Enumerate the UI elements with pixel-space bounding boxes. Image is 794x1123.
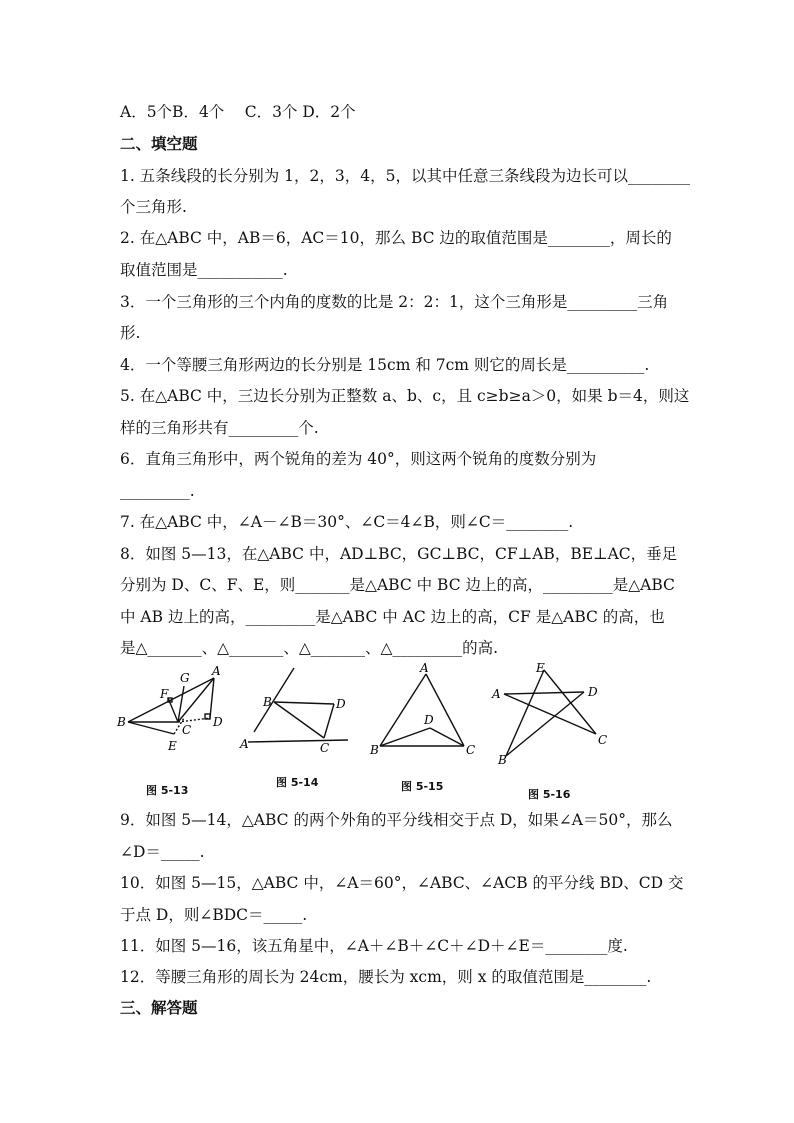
question-5-line-2: 样的三角形共有_________个. — [120, 419, 319, 437]
fig14-label-B: B — [263, 695, 272, 709]
question-5-line-1: 5. 在△ABC 中，三边长分别为正整数 a、b、c，且 c≥b≥a＞0，如果 b＝4，则这 — [120, 387, 690, 405]
question-2-line-2: 取值范围是___________. — [120, 261, 288, 279]
fig16-label-E: E — [536, 661, 545, 675]
fig14-label-C: C — [320, 741, 330, 755]
fig14-label-A: A — [240, 737, 249, 751]
question-1-line-1: 1. 五条线段的长分别为 1，2，3，4，5，以其中任意三条线段为边长可以________ — [120, 167, 690, 185]
fig13-label-B: B — [117, 715, 126, 729]
figure-5-16 — [488, 660, 618, 770]
question-7: 7. 在△ABC 中，∠A－∠B＝30°、∠C＝4∠B，则∠C＝________. — [120, 513, 574, 531]
question-8-line-1: 8．如图 5—13，在△ABC 中，AD⊥BC，GC⊥BC，CF⊥AB，BE⊥AC，垂足 — [120, 545, 678, 563]
fig15-label-B: B — [370, 743, 379, 757]
fig13-label-F: F — [160, 687, 169, 701]
figure-5-14-caption: 图 5-14 — [276, 776, 319, 789]
question-12: 12．等腰三角形的周长为 24cm，腰长为 xcm，则 x 的取值范围是________. — [120, 968, 652, 986]
fig13-label-A: A — [212, 664, 221, 678]
question-3-line-1: 3．一个三角形的三个内角的度数的比是 2：2：1，这个三角形是_________三角 — [120, 293, 669, 311]
fig15-label-D: D — [424, 713, 434, 727]
question-4: 4．一个等腰三角形两边的长分别是 15cm 和 7cm 则它的周长是__________. — [120, 356, 650, 374]
question-8-line-2: 分别为 D、C、F、E，则_______是△ABC 中 BC 边上的高，_________是△ABC — [120, 576, 675, 594]
fig16-label-A: A — [492, 687, 501, 701]
question-6-line-1: 6．直角三角形中，两个锐角的差为 40°，则这两个锐角的度数分别为 — [120, 450, 597, 468]
question-2-line-1: 2. 在△ABC 中，AB＝6，AC＝10，那么 BC 边的取值范围是________，周长的 — [120, 229, 672, 247]
fig13-label-D: D — [213, 715, 223, 729]
question-9-line-2: ∠D＝_____. — [120, 843, 205, 861]
figure-5-16-caption: 图 5-16 — [528, 788, 571, 801]
figure-5-15-caption: 图 5-15 — [401, 780, 444, 793]
figure-5-15 — [366, 660, 486, 770]
fig16-label-B: B — [498, 753, 507, 767]
question-3-line-2: 形. — [120, 324, 141, 342]
fig14-label-D: D — [336, 697, 346, 711]
section-heading-fill-blank: 二、填空题 — [120, 134, 198, 153]
question-8-line-3: 中 AB 边上的高，_________是△ABC 中 AC 边上的高，CF 是△ABC 的高，也 — [120, 608, 665, 626]
fig15-label-C: C — [466, 743, 476, 757]
fig16-label-D: D — [588, 685, 598, 699]
figure-5-13 — [116, 660, 236, 770]
question-9-line-1: 9．如图 5—14，△ABC 的两个外角的平分线相交于点 D，如果∠A＝50°，那么 — [120, 811, 673, 829]
question-8-line-4: 是△_______、△_______、△_______、△_________的高. — [120, 639, 499, 657]
question-1-line-2: 个三角形. — [120, 198, 187, 216]
question-6-line-2: _________. — [120, 482, 195, 500]
section-heading-answers: 三、解答题 — [120, 998, 198, 1017]
question-11: 11．如图 5—16，该五角星中，∠A＋∠B＋∠C＋∠D＋∠E＝________度. — [120, 937, 628, 955]
choice-options: A．5个B．4个 C．3个 D．2个 — [120, 103, 356, 121]
fig13-label-G: G — [180, 671, 190, 685]
fig15-label-A: A — [420, 661, 429, 675]
question-10-line-1: 10．如图 5—15，△ABC 中，∠A＝60°，∠ABC、∠ACB 的平分线 BD、CD 交 — [120, 874, 684, 892]
fig13-label-E: E — [168, 739, 177, 753]
figure-5-13-caption: 图 5-13 — [146, 784, 189, 797]
figure-5-14 — [236, 660, 366, 770]
figures-row — [116, 660, 676, 800]
fig16-label-C: C — [598, 733, 608, 747]
fig13-label-C: C — [182, 723, 192, 737]
question-10-line-2: 于点 D，则∠BDC＝_____. — [120, 906, 308, 924]
